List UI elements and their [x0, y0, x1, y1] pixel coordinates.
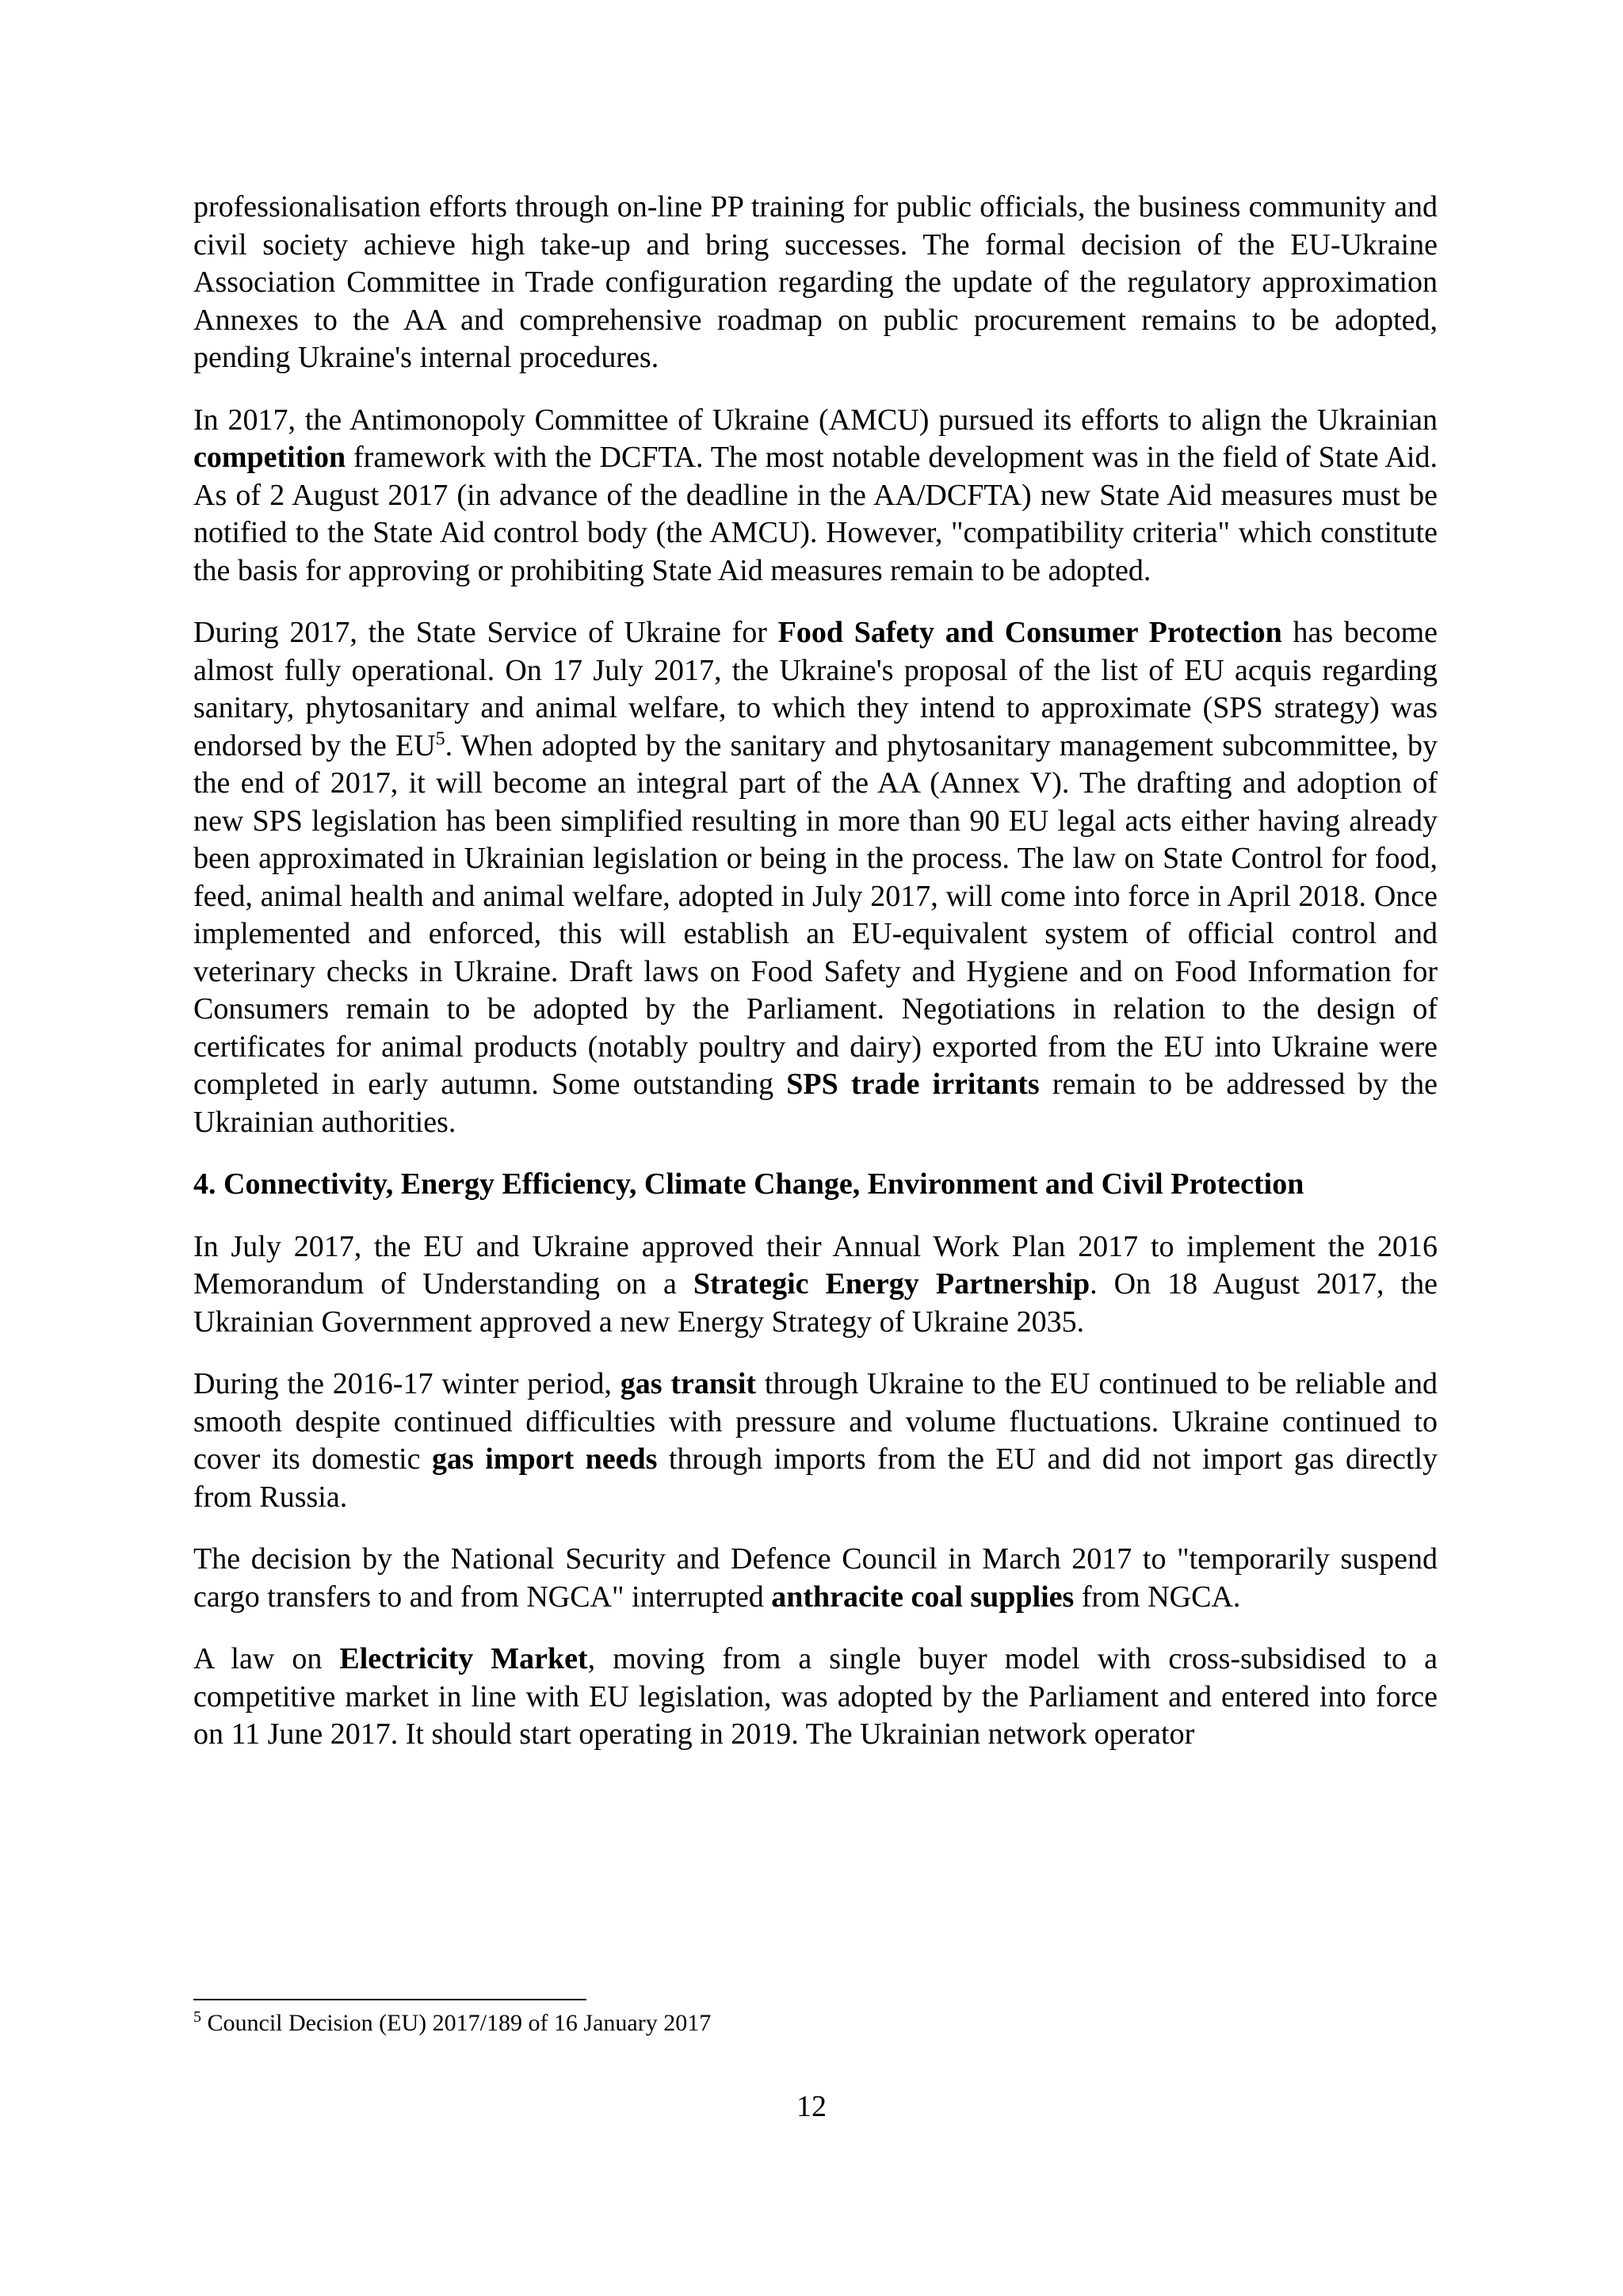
footnote-marker: 5 [193, 2008, 201, 2026]
text-run: . When adopted by the sanitary and phytosanitary management subcommittee, by the end of 2017, it will become an integral part of the AA (Annex V). The drafting and adoption of new SPS legislation has been simplified resulting in more than 90 EU legal acts either having already been approximated in Ukrainian legislation or being in the process. The law on State Control for food, feed, animal health and animal welfare, adopted in July 2017, will come into force in April 2018. Once implemented and enforced, this will establish an EU-equivalent system of official control and veterinary checks in Ukraine. Draft laws on Food Safety and Hygiene and on Food Information for Consumers remain to be adopted by the Parliament. Negotiations in relation to the design of certificates for animal products (notably poultry and dairy) exported from the EU into Ukraine were completed in early autumn. Some outstanding [193, 728, 1438, 1101]
paragraph-gas-transit [193, 1366, 1438, 1516]
page-number: 12 [796, 2090, 827, 2123]
bold-term: gas import needs [431, 1442, 658, 1476]
text-run: In July 2017, the EU and Ukraine approved their Annual Work Plan 2017 to implement the 2016 Memorandum of Understanding on a [193, 1229, 1438, 1301]
text-run: , moving from a single buyer model with cross-subsidised to a competitive market in line with EU legislation, was adopted by the Parliament and entered into force on 11 June 2017. It should start operating in 2019. The Ukrainian network operator [193, 1642, 1438, 1751]
text-run: professionalisation efforts through on-line PP training for public officials, the business community and civil society achieve high take-up and bring successes. The formal decision of the EU-Ukraine Association Committee in Trade configuration regarding the update of the regulatory approximation Annexes to the AA and comprehensive roadmap on public procurement remains to be adopted, pending Ukraine's internal procedures. [193, 190, 1438, 374]
paragraph-anthracite [193, 1541, 1438, 1616]
text-run: The decision by the National Security and Defence Council in March 2017 to "temporarily suspend cargo transfers to and from NGCA" interrupted [193, 1542, 1438, 1614]
bold-term: Strategic Energy Partnership [693, 1267, 1090, 1301]
text-run: framework with the DCFTA. The most notable development was in the field of State Aid. As of 2 August 2017 (in advance of the deadline in the AA/DCFTA) new State Aid measures must be notified to the State Aid control body (the AMCU). However, "compatibility criteria" which constitute the basis for approving or prohibiting State Aid measures remain to be adopted. [193, 441, 1438, 587]
bold-term: gas transit [620, 1367, 757, 1400]
text-run: During 2017, the State Service of Ukraine for [193, 616, 778, 649]
text-run: from NGCA. [1074, 1580, 1241, 1614]
text-run: . On 18 August 2017, the Ukrainian Government approved a new Energy Strategy of Ukraine 2035. [193, 1267, 1438, 1339]
text-run: A law on [193, 1642, 340, 1675]
footnote-text: Council Decision (EU) 2017/189 of 16 January 2017 [201, 2010, 712, 2036]
text-run: During the 2016-17 winter period, [193, 1367, 621, 1400]
bold-term: Food Safety and Consumer Protection [777, 616, 1282, 649]
page-body [193, 189, 1438, 1754]
bold-term: 4. Connectivity, Energy Efficiency, Climate Change, Environment and Civil Protection [193, 1167, 1304, 1201]
paragraph-energy-partnership [193, 1228, 1438, 1342]
text-run: through imports from the EU and did not import gas directly from Russia. [193, 1442, 1438, 1514]
paragraph-electricity-market [193, 1641, 1438, 1754]
footnote-reference: 5 [435, 728, 445, 749]
bold-term: competition [193, 441, 346, 474]
bold-term: anthracite coal supplies [771, 1580, 1075, 1614]
bold-term: SPS trade irritants [786, 1068, 1040, 1101]
paragraph-food-safety [193, 614, 1438, 1141]
bold-term: Electricity Market [339, 1642, 588, 1675]
text-run: through Ukraine to the EU continued to be reliable and smooth despite continued difficulties with pressure and volume fluctuations. Ukraine continued to cover its domestic [193, 1367, 1438, 1476]
text-run: has become almost fully operational. On 17 July 2017, the Ukraine's proposal of the list of EU acquis regarding sanitary, phytosanitary and animal welfare, to which they intend to approximate (SPS strategy) was endorsed by the EU [193, 616, 1438, 762]
paragraph-procurement [193, 189, 1438, 377]
text-run: In 2017, the Antimonopoly Committee of Ukraine (AMCU) pursued its efforts to align the Ukrainian [193, 403, 1438, 437]
footnote [193, 2008, 1438, 2039]
section-heading [193, 1166, 1438, 1204]
text-run: remain to be addressed by the Ukrainian authorities. [193, 1068, 1438, 1139]
footnote-separator [193, 1999, 586, 2000]
paragraph-competition [193, 402, 1438, 590]
